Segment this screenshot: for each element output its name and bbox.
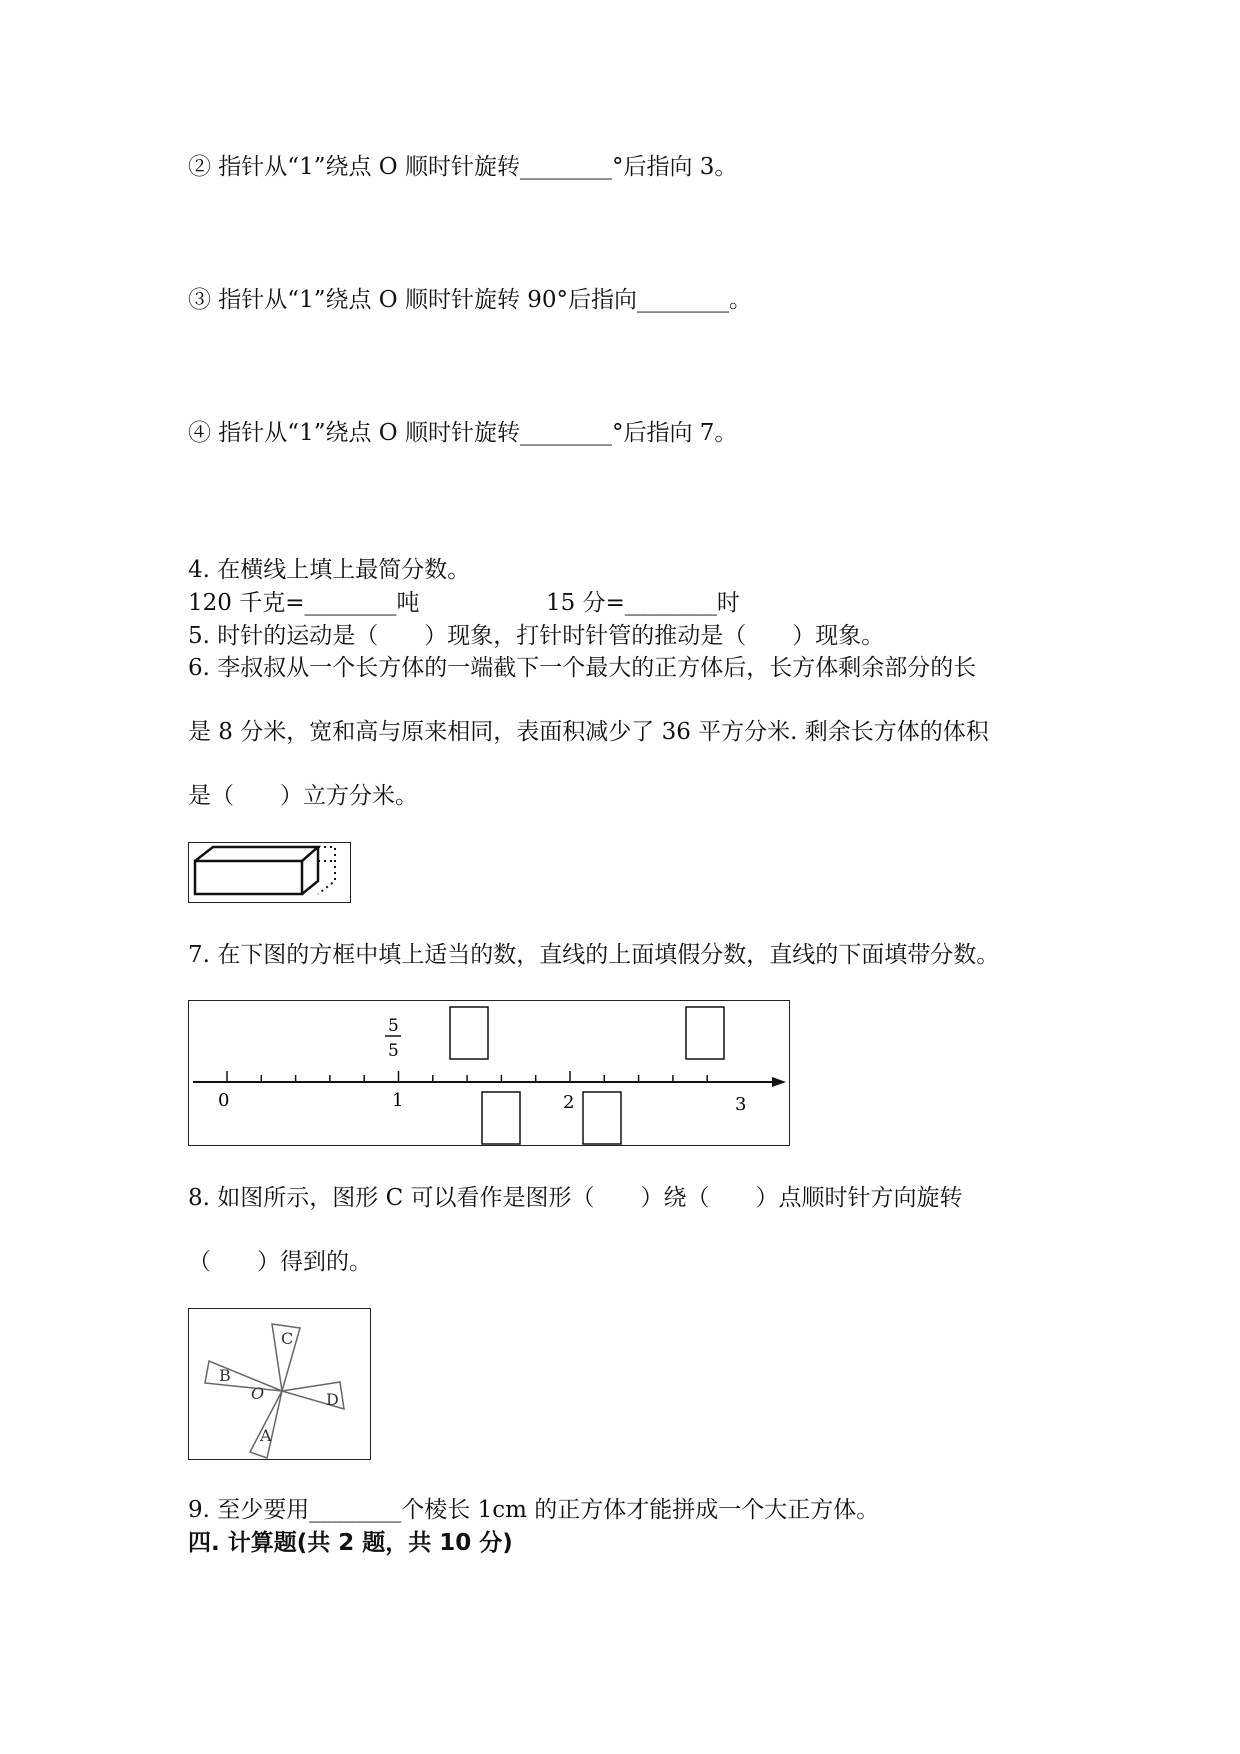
answer-box-lower-2[interactable]: [583, 1092, 621, 1144]
answer-box-lower-1[interactable]: [482, 1092, 520, 1144]
number-line-drawing: [189, 1001, 789, 1145]
tick-label-0: 0: [218, 1090, 230, 1111]
question-4-b: 15 分=________时: [546, 590, 740, 616]
question-9: 9. 至少要用________个棱长 1cm 的正方体才能拼成一个大正方体。: [188, 1497, 880, 1523]
label-b: B: [219, 1366, 231, 1385]
cuboid-drawing: [189, 843, 350, 902]
question-5: 5. 时针的运动是（ ）现象，打针时针管的推动是（ ）现象。: [188, 623, 885, 649]
rotation-drawing: [189, 1309, 370, 1459]
question-3-3: ③ 指针从“1”绕点 O 顺时针旋转 90°后指向________。: [188, 287, 753, 313]
tick-marks: [227, 1071, 707, 1082]
cuboid-figure: [188, 842, 351, 903]
tick-label-1: 1: [392, 1090, 404, 1111]
axis-arrow: [772, 1077, 786, 1087]
rotation-figure: [188, 1308, 371, 1460]
answer-box-upper-1[interactable]: [450, 1007, 488, 1059]
question-8-line2: （ ）得到的。: [188, 1249, 372, 1275]
fraction-denominator: 5: [388, 1041, 399, 1061]
label-d: D: [326, 1390, 339, 1409]
label-a: A: [260, 1426, 272, 1445]
question-4-a: 120 千克=________吨: [188, 590, 420, 616]
tick-label-3: 3: [735, 1094, 747, 1115]
question-6-line2: 是 8 分米，宽和高与原来相同，表面积减少了 36 平方分米. 剩余长方体的体积: [188, 719, 989, 745]
question-7: 7. 在下图的方框中填上适当的数，直线的上面填假分数，直线的下面填带分数。: [188, 942, 1000, 968]
question-6-line3: 是（ ）立方分米。: [188, 783, 418, 809]
label-c: C: [281, 1329, 294, 1348]
question-3-2: ② 指针从“1”绕点 O 顺时针旋转________°后指向 3。: [188, 154, 738, 180]
question-4: 4. 在横线上填上最简分数。: [188, 557, 471, 583]
fraction-numerator: 5: [388, 1016, 399, 1036]
section-4-heading: 四. 计算题(共 2 题，共 10 分): [188, 1530, 513, 1556]
question-3-4: ④ 指针从“1”绕点 O 顺时针旋转________°后指向 7。: [188, 420, 738, 446]
question-8-line1: 8. 如图所示，图形 C 可以看作是图形（ ）绕（ ）点顺时针方向旋转: [188, 1185, 963, 1211]
answer-box-upper-2[interactable]: [686, 1007, 724, 1059]
tick-label-2: 2: [563, 1092, 575, 1113]
label-o: O: [251, 1384, 265, 1403]
number-line-figure: [188, 1000, 790, 1146]
question-6-line1: 6. 李叔叔从一个长方体的一端截下一个最大的正方体后，长方体剩余部分的长: [188, 655, 977, 681]
triangle-b: [205, 1361, 282, 1391]
